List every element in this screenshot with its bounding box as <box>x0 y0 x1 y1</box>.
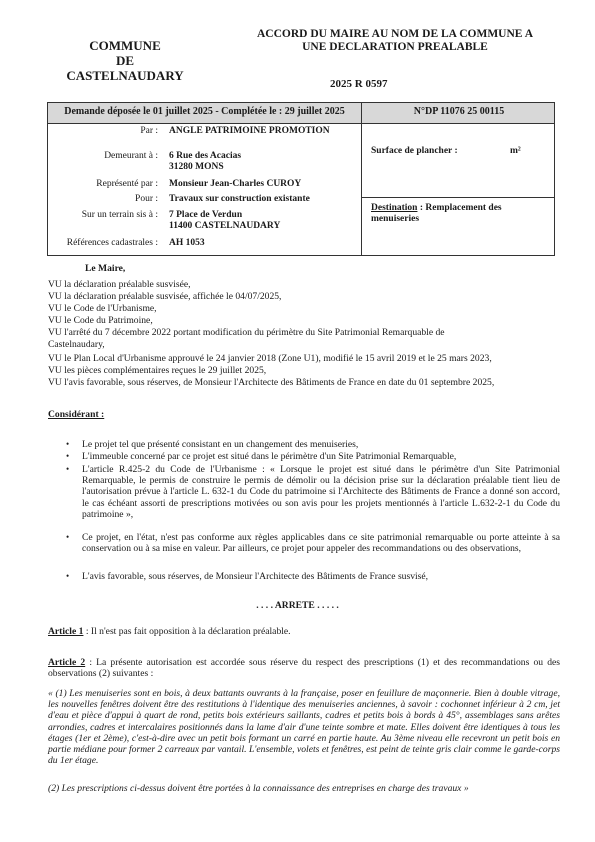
prescriptions-text: « (1) Les menuiseries sont en bois, à deux battants ouvrants à la française, poser en feuillure de maçonnerie. Bien à double vitrage, les nouvelles fenêtres doivent être des restitutions à l'identique des menuiseries anciennes, à savoir : cochonnet inférieur à 2 cm, jet d'eau et pièce d'appui à quart de rond, petits bois extérieurs saillants, cadres et petits bois à bords à 45°, assemblages sans arêtes arrondies, cadres et intercalaires positionnés dans la lame d'air d'une teinte sombre et mate. Elles doivent être identiques à tous les étages (1er et 2ème), c'est-à-dire avec un petit bois formant un carré en partie haute. Au 3ème niveau elle recevront un petit bois en partie médiane pour former 2 carreaux par vantail. L'ensemble, volets et fenêtres, est peint de teinte gris clair comme le garde-corps du 1er étage. <box>48 688 560 767</box>
vu-line-7: VU le Plan Local d'Urbanisme approuvé le 24 janvier 2018 (Zone U1), modifié le 15 avril 2019 et le 25 mars 2023, <box>48 353 492 364</box>
bullet-icon: • <box>66 451 70 461</box>
value-terrain-line-1: 7 Place de Verdun <box>169 210 243 220</box>
value-par: ANGLE PATRIMOINE PROMOTION <box>169 126 330 136</box>
commune-line-1: COMMUNE <box>89 38 161 53</box>
value-represente: Monsieur Jean-Charles CUROY <box>169 179 302 189</box>
article-2-label: Article 2 <box>48 657 86 668</box>
vu-line-5: VU l'arrêté du 7 décembre 2022 portant modification du périmètre du Site Patrimonial Remarquable de <box>48 327 445 338</box>
considerant-item-5: L'avis favorable, sous réserves, de Monsieur l'Architecte des Bâtiments de France susvisé, <box>82 571 429 582</box>
considerant-item-4: Ce projet, en l'état, n'est pas conforme aux règles applicables dans ce site patrimonial remarquable ou porte atteinte à sa conservation ou à sa mise en valeur. Par ailleurs, ce projet pour appeler des recommandations ou des observations, <box>82 532 560 555</box>
value-terrain-line-2: 11400 CASTELNAUDARY <box>169 221 281 231</box>
vu-line-4: VU le Code du Patrimoine, <box>48 315 153 326</box>
article-1 <box>48 626 560 637</box>
surface-unit: m² <box>510 146 521 156</box>
value-cadastre: AH 1053 <box>169 238 205 248</box>
article-2 <box>48 657 560 679</box>
considerant-heading: Considérant : <box>48 409 105 420</box>
le-maire: Le Maire, <box>85 263 126 274</box>
value-pour: Travaux sur construction existante <box>169 194 310 204</box>
commune-line-3: CASTELNAUDARY <box>66 68 184 83</box>
dossier-number: N°DP 11076 25 00115 <box>413 106 505 117</box>
destination-field <box>371 203 551 225</box>
arrete-heading: . . . . ARRETE . . . . . <box>256 600 339 611</box>
bullet-icon: • <box>66 439 70 449</box>
surface-label: Surface de plancher : <box>371 146 458 156</box>
article-1-label: Article 1 <box>48 626 84 637</box>
vu-line-2: VU la déclaration préalable susvisée, affichée le 04/07/2025, <box>48 291 282 302</box>
recommandations-text: (2) Les prescriptions ci-dessus doivent être portées à la connaissance des entreprises en charge des travaux » <box>48 783 469 794</box>
arrete-number: 2025 R 0597 <box>330 78 388 90</box>
commune-heading <box>55 38 195 83</box>
destination-value: : Remplacement des <box>417 203 502 213</box>
commune-line-2: DE <box>115 53 135 68</box>
accord-title-line-1: ACCORD DU MAIRE AU NOM DE LA COMMUNE A <box>257 28 533 40</box>
demande-dates: Demande déposée le 01 juillet 2025 - Complétée le : 29 juillet 2025 <box>64 106 345 117</box>
vu-line-8: VU les pièces complémentaires reçues le 29 juillet 2025, <box>48 365 267 376</box>
label-par: Par : <box>140 126 158 136</box>
label-represente: Représenté par : <box>96 179 158 189</box>
considerant-item-1: Le projet tel que présenté consistant en un changement des menuiseries, <box>82 439 359 450</box>
label-cadastre: Références cadastrales : <box>66 238 158 248</box>
value-demeurant-line-2: 31280 MONS <box>169 162 224 172</box>
destination-value-line-2: menuiseries <box>371 214 420 224</box>
bullet-icon: • <box>66 571 70 581</box>
bullet-icon: • <box>66 532 70 542</box>
table-divider <box>361 103 362 255</box>
label-demeurant: Demeurant à : <box>104 151 158 161</box>
considerant-item-2: L'immeuble concerné par ce projet est situé dans le périmètre d'un Site Patrimonial Remarquable, <box>82 451 457 462</box>
label-terrain: Sur un terrain sis à : <box>81 210 158 220</box>
vu-line-3: VU le Code de l'Urbanisme, <box>48 303 157 314</box>
vu-line-6: Castelnaudary, <box>48 339 105 350</box>
article-1-text: : Il n'est pas fait opposition à la déclaration préalable. <box>83 626 291 637</box>
considerant-item-3: L'article R.425-2 du Code de l'Urbanisme : « Lorsque le projet est situé dans le périmètre d'un Site Patrimonial Remarquable, le permis de construire le permis de démolir ou la décision prise sur la déclaration préalable tient lieu de l'autorisation prévue à l'article L. 632-1 du Code du patrimoine si l'Architecte des Bâtiments de France a donné son accord, le cas échéant assorti de prescriptions motivées ou son avis pour les projets mentionnés à l'article L.632-2-1 du Code du patrimoine », <box>82 464 560 520</box>
vu-line-1: VU la déclaration préalable susvisée, <box>48 279 191 290</box>
bullet-icon: • <box>66 464 70 474</box>
label-pour: Pour : <box>135 194 158 204</box>
request-info-table <box>47 102 555 256</box>
vu-line-9: VU l'avis favorable, sous réserves, de Monsieur l'Architecte des Bâtiments de France en date du 01 septembre 2025, <box>48 377 495 388</box>
table-right-divider <box>361 197 555 198</box>
accord-title <box>210 28 580 54</box>
destination-label: Destination <box>371 203 418 213</box>
accord-title-line-2: UNE DECLARATION PREALABLE <box>302 41 488 53</box>
value-demeurant-line-1: 6 Rue des Acacias <box>169 151 242 161</box>
article-2-text: : La présente autorisation est accordée sous réserve du respect des prescriptions (1) et des recommandations ou des observations (2) suivantes : <box>48 657 560 680</box>
